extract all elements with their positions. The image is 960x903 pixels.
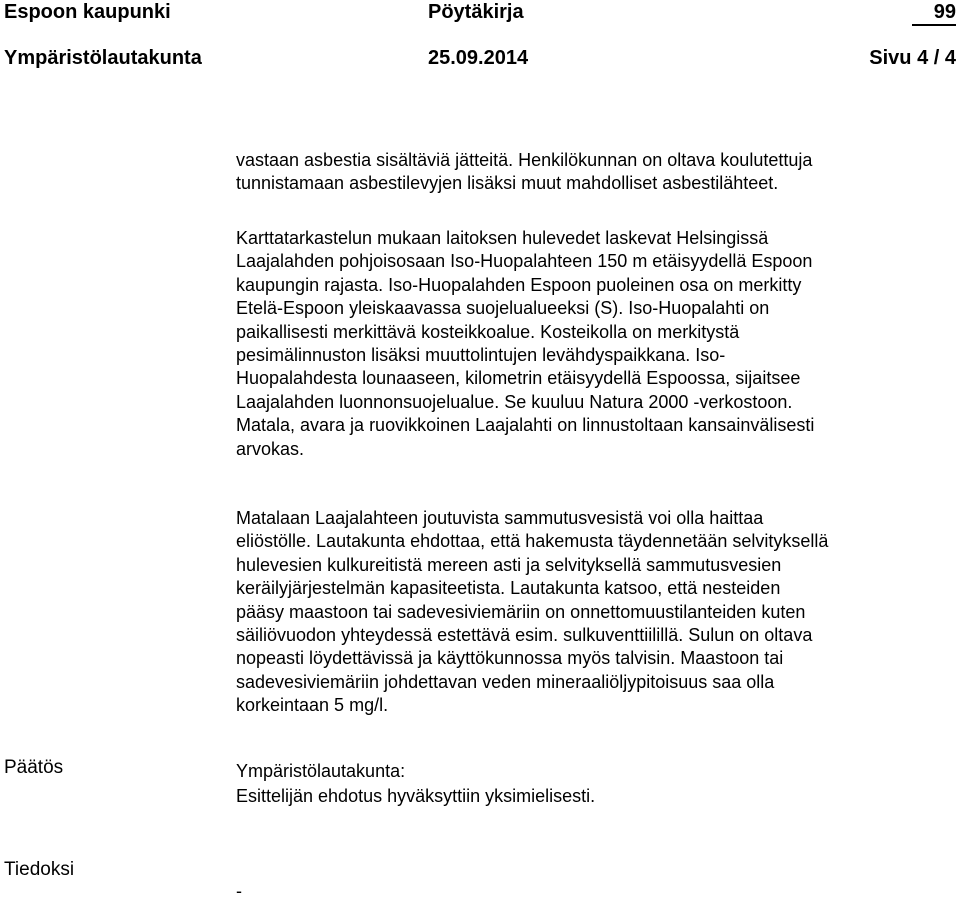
document-type: Pöytäkirja <box>428 1 524 23</box>
page-number: Sivu 4 / 4 <box>869 47 956 69</box>
decision-label: Päätös <box>4 757 64 778</box>
body-paragraph-1: vastaan asbestia sisältäviä jätteitä. Henkilökunnan on oltava koulutettuja tunnistamaan asbestilevyjen lisäksi muut mahdolliset asbestilähteet. <box>236 150 813 194</box>
distribution-label: Tiedoksi <box>4 859 75 880</box>
body-paragraph-3: Matalaan Laajalahteen joutuvista sammutusvesistä voi olla haittaa eliöstölle. Lautakunta ehdottaa, että hakemusta täydennetään selvityksellä hulevesien kulkureitistä mereen asti ja selvityksellä sammutusvesien keräilyjärjestelmän kapasiteetista. Lautakunta katsoo, että nesteiden pääsy maastoon tai sadevesiviemäriin on onnettomuustilanteiden kuten säiliövuodon yhteydessä estettävä esim. sulkuventtiilillä. Sulun on oltava nopeasti löydettävissä ja käyttökunnossa myös talvisin. Maastoon tai sadevesiviemäriin johdettavan veden mineraaliöljypitoisuus saa olla korkeintaan 5 mg/l. <box>236 508 829 716</box>
meeting-date: 25.09.2014 <box>428 47 529 69</box>
section-number: 99 <box>933 1 956 23</box>
board-name: Ympäristölautakunta <box>4 47 202 69</box>
organization-name: Espoon kaupunki <box>4 1 171 23</box>
decision-text: Esittelijän ehdotus hyväksyttiin yksimielisesti. <box>236 786 596 806</box>
distribution-value: - <box>236 881 242 901</box>
body-paragraph-2: Karttatarkastelun mukaan laitoksen hulevedet laskevat Helsingissä Laajalahden pohjoisosaan Iso-Huopalahteen 150 m etäisyydellä Espoon kaupungin rajasta. Iso-Huopalahden Espoon puoleinen osa on merkitty Etelä-Espoon yleiskaavassa suojelualueeksi (S). Iso-Huopalahti on paikallisesti merkittävä kosteikkoalue. Kosteikolla on merkitystä pesimälinnuston lisäksi muuttolintujen levähdyspaikkana. Iso- Huopalahdesta lounaaseen, kilometrin etäisyydellä Espoossa, sijaitsee Laajalahden luonnonsuojelualue. Se kuuluu Natura 2000 -verkostoon. Matala, avara ja ruovikkoinen Laajalahti on linnustoltaan kansainvälisesti arvokas. <box>236 228 815 459</box>
decision-board: Ympäristölautakunta: <box>236 761 406 781</box>
section-number-underline <box>912 24 956 26</box>
